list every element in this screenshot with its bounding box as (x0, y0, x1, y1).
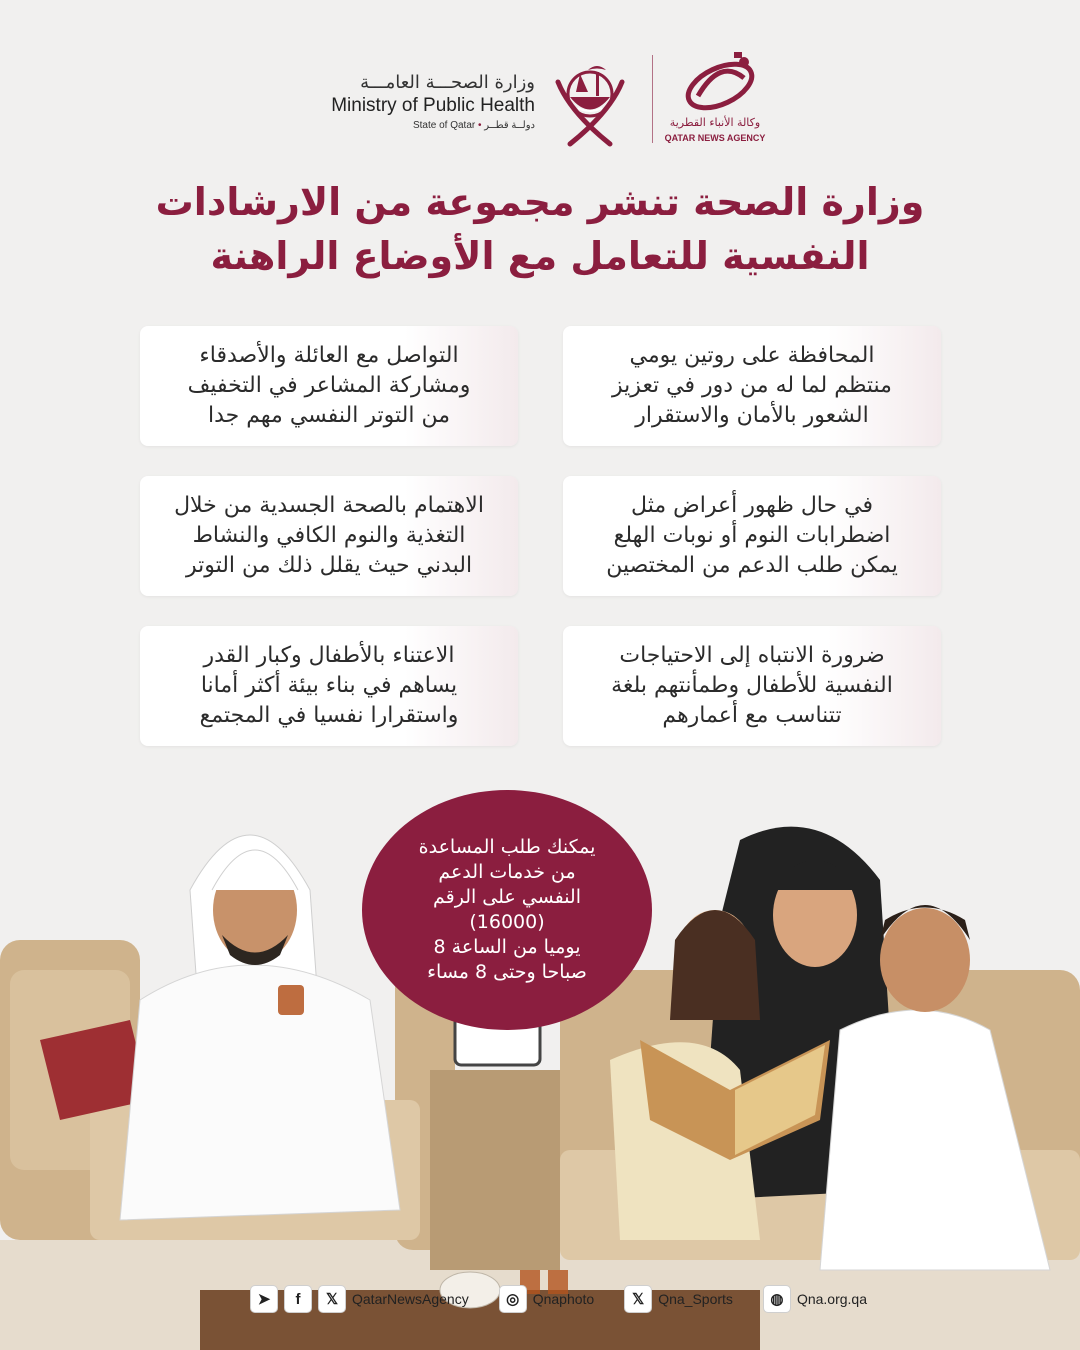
tip-card-5 (563, 626, 941, 746)
moph-state-dot: • (478, 120, 482, 131)
page-title (90, 175, 990, 283)
globe-icon[interactable]: ◍ (763, 1285, 791, 1313)
website-link[interactable]: Qna.org.qa (796, 1291, 867, 1307)
x-icon[interactable]: 𝕏 (624, 1285, 652, 1313)
tip-card-4 (140, 476, 518, 596)
moph-logo-text (300, 72, 535, 152)
social-footer (250, 1283, 891, 1315)
instagram-icon[interactable]: ◎ (499, 1285, 527, 1313)
handle-main[interactable]: QatarNewsAgency (352, 1291, 469, 1307)
x-icon[interactable]: 𝕏 (318, 1285, 346, 1313)
handle-instagram[interactable]: Qnaphoto (532, 1291, 595, 1307)
facebook-icon[interactable]: f (284, 1285, 312, 1313)
social-group-main (250, 1285, 469, 1313)
qna-name-en: QATAR NEWS AGENCY (664, 133, 766, 143)
social-group-sports (624, 1285, 733, 1313)
tip-text: المحافظة على روتين يومي منتظم لما له من دور في تعزيز الشعور بالأمان والاستقرار (612, 343, 892, 428)
qna-name-ar: وكالة الأنباء القطرية (669, 116, 761, 129)
tip-text: الاهتمام بالصحة الجسدية من خلال التغذية والنوم الكافي والنشاط البدني حيث يقلل ذلك من التوتر (174, 493, 484, 578)
tip-text: التواصل مع العائلة والأصدقاء ومشاركة المشاعر في التخفيف من التوتر النفسي مهم جدا (187, 343, 471, 428)
tip-card-6 (140, 626, 518, 746)
tip-card-2 (140, 326, 518, 446)
social-group-website (763, 1285, 867, 1313)
handle-sports[interactable]: Qna_Sports (658, 1291, 733, 1307)
telegram-icon[interactable]: ➤ (250, 1285, 278, 1313)
social-group-instagram (499, 1285, 595, 1313)
hotline-text: يمكنك طلب المساعدة من خدمات الدعم النفسي على الرقم (16000) يوميا من الساعة 8 صباحا وحتى 8 مساء (418, 836, 596, 983)
tip-text: في حال ظهور أعراض مثل اضطرابات النوم أو نوبات الهلع يمكن طلب الدعم من المختصين (606, 493, 898, 578)
tip-text: الاعتناء بالأطفال وكبار القدر يساهم في بناء بيئة أكثر أمانا واستقرارا نفسيا في المجتمع (199, 643, 459, 728)
title-line-2: النفسية للتعامل مع الأوضاع الراهنة (210, 234, 870, 278)
tip-card-1 (563, 326, 941, 446)
moph-name-en: Ministry of Public Health (331, 95, 535, 116)
tip-card-3 (563, 476, 941, 596)
moph-state-en: State of Qatar (412, 120, 476, 131)
header-divider (652, 55, 653, 143)
moph-state (300, 118, 535, 134)
qatar-emblem-icon (540, 52, 640, 152)
moph-state-ar: دولــة قطــر (484, 120, 535, 131)
moph-name-ar: وزارة الصحـــة العامـــة (360, 72, 535, 93)
tip-text: ضرورة الانتباه إلى الاحتياجات النفسية للأطفال وطمأنتهم بلغة تتناسب مع أعمارهم (611, 643, 893, 728)
title-line-1: وزارة الصحة تنشر مجموعة من الارشادات (155, 180, 925, 224)
hotline-badge (362, 790, 652, 1030)
